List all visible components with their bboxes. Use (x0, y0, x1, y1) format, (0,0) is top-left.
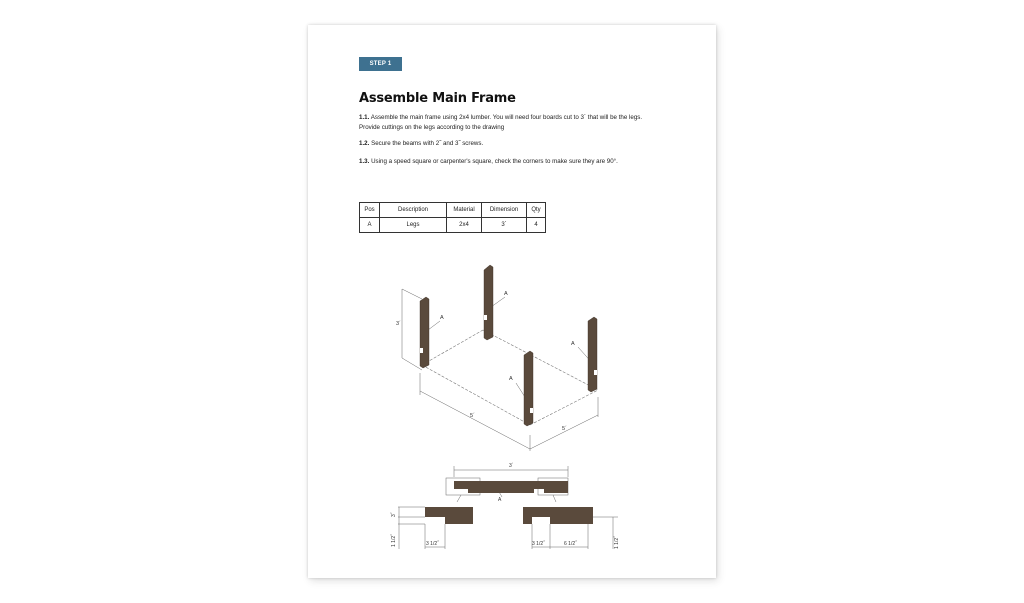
detail-part-label: A (498, 497, 502, 503)
instruction-3-text: Using a speed square or carpenter's square, check the corners to make sure they are 90°. (371, 158, 618, 165)
cell-description: Legs (380, 218, 447, 233)
right-offset-label: 6 1/2˝ (564, 541, 577, 547)
instruction-1-text: Assemble the main frame using 2x4 lumber. You will need four boards cut to 3´ that will be the legs. Provide cuttings on the legs according to the drawing (359, 114, 643, 131)
cell-dimension: 3´ (482, 218, 527, 233)
overall-length-label: 3´ (509, 463, 514, 469)
height-dimension-label: 3´ (396, 321, 401, 327)
page-title: Assemble Main Frame (359, 91, 516, 106)
width-dimension-label: 5´ (562, 426, 567, 432)
leg-detail-drawing (308, 25, 716, 578)
cell-pos: A (360, 218, 380, 233)
header-material: Material (447, 203, 482, 218)
leg-label-2: A (504, 291, 508, 297)
leg-label-4: A (509, 376, 513, 382)
length-dimension-label: 5´ (470, 413, 475, 419)
leg-label-3: A (571, 341, 575, 347)
step-badge: STEP 1 (359, 57, 402, 71)
left-height-label: 3˝ (391, 512, 397, 517)
left-width-label: 3 1/2˝ (426, 541, 439, 547)
instruction-3-number: 1.3. (359, 158, 370, 165)
instruction-2-number: 1.2. (359, 140, 370, 147)
cell-qty: 4 (527, 218, 546, 233)
cell-material: 2x4 (447, 218, 482, 233)
header-description: Description (380, 203, 447, 218)
header-qty: Qty (527, 203, 546, 218)
document-page (308, 25, 716, 578)
left-depth-label: 1 1/2˝ (391, 534, 397, 547)
right-depth-label: 1 1/2˝ (614, 536, 620, 549)
instruction-1-number: 1.1. (359, 114, 370, 121)
header-dimension: Dimension (482, 203, 527, 218)
right-notch-label: 3 1/2˝ (532, 541, 545, 547)
instruction-2-text: Secure the beams with 2˝ and 3˝ screws. (371, 140, 484, 147)
header-pos: Pos (360, 203, 380, 218)
leg-label-1: A (440, 315, 444, 321)
